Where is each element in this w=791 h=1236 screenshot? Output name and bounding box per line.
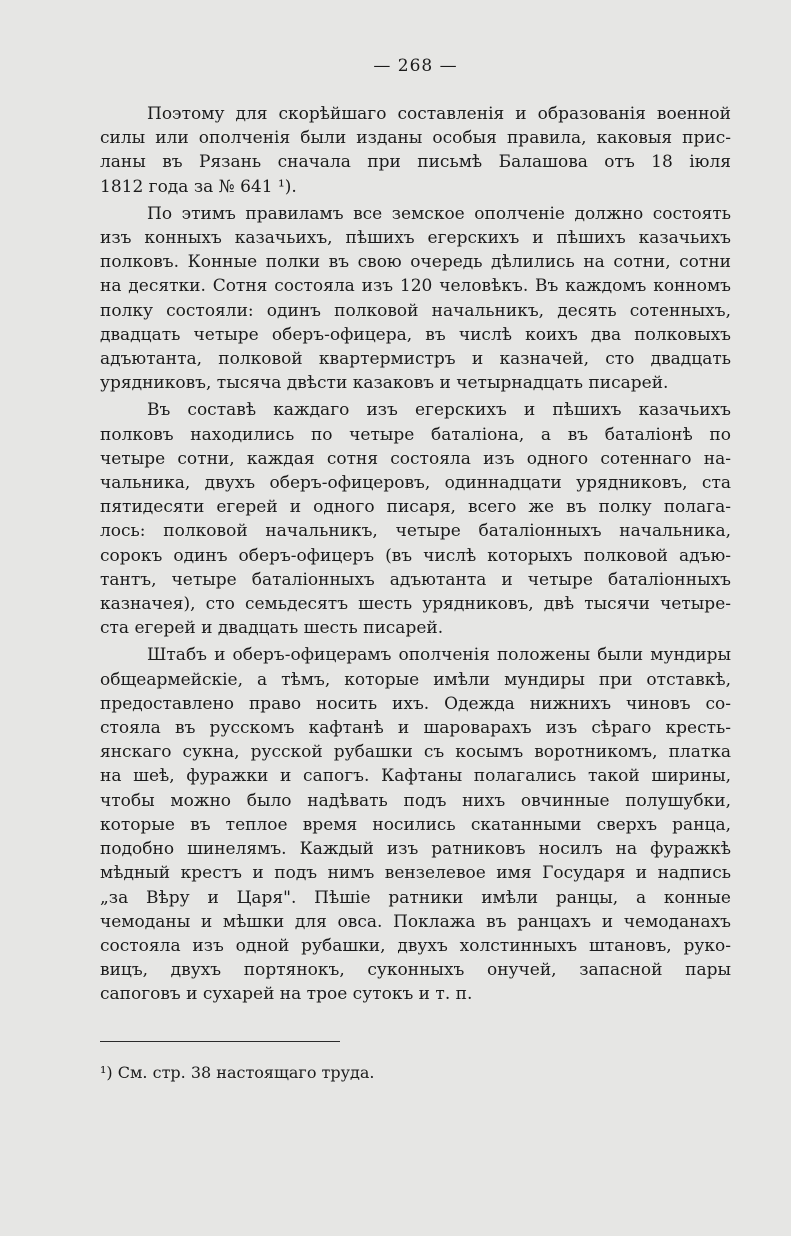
text-line: общеармейскіе, а тѣмъ, которые имѣли мундиры при отставкѣ, xyxy=(100,669,731,690)
text-line: чальника, двухъ оберъ-офицеровъ, одиннадцати урядниковъ, ста xyxy=(100,473,731,494)
paragraph xyxy=(100,398,731,640)
text-line: Поэтому для скорѣйшаго составленія и образованія военной xyxy=(147,104,731,124)
text-line: лось: полковой начальникъ, четыре баталіонныхъ начальника, xyxy=(100,521,731,542)
text-line: чтобы можно было надѣвать подъ нихъ овчинные полушубки, xyxy=(100,790,731,811)
text-line: янскаго сукна, русской рубашки съ косымъ воротникомъ, платка xyxy=(100,742,731,763)
text-line: сапоговъ и сухарей на трое сутокъ и т. п. xyxy=(100,984,473,1005)
paragraph xyxy=(100,202,731,396)
text-line: 1812 года за № 641 ¹). xyxy=(100,176,297,197)
text-line: четыре сотни, каждая сотня состояла изъ одного сотеннаго на- xyxy=(100,448,731,469)
text-line: „за Вѣру и Царя". Пѣшіе ратники имѣли ранцы, а конные xyxy=(100,887,731,908)
text-line: предоставлено право носить ихъ. Одежда нижнихъ чиновъ со- xyxy=(100,693,731,714)
text-line: чемоданы и мѣшки для овса. Поклажа въ ранцахъ и чемоданахъ xyxy=(100,911,731,932)
text-line: полковъ. Конные полки въ свою очередь дѣлились на сотни, сотни xyxy=(100,252,731,273)
text-line: тантъ, четыре баталіонныхъ адъютанта и четыре баталіонныхъ xyxy=(100,569,731,590)
text-line: полковъ находились по четыре баталіона, а въ баталіонѣ по xyxy=(100,424,731,445)
text-line: урядниковъ, тысяча двѣсти казаковъ и четырнадцать писарей. xyxy=(100,373,669,394)
text-line: полку состояли: одинъ полковой начальникъ, десять сотенныхъ, xyxy=(100,300,731,321)
text-line: сорокъ одинъ оберъ-офицеръ (въ числѣ которыхъ полковой адъю- xyxy=(100,545,731,566)
text-line: стояла въ русскомъ кафтанѣ и шароварахъ изъ сѣраго кресть- xyxy=(100,718,731,739)
body-text xyxy=(100,102,731,1007)
text-line: ста егерей и двадцать шесть писарей. xyxy=(100,618,444,639)
text-line: казначея), сто семьдесятъ шесть урядниковъ, двѣ тысячи четыре- xyxy=(100,594,731,615)
text-line: которые въ теплое время носились скатанными сверхъ ранца, xyxy=(100,814,731,835)
text-line: подобно шинелямъ. Каждый изъ ратниковъ носилъ на фуражкѣ xyxy=(100,839,731,860)
text-line: По этимъ правиламъ все земское ополченіе должно состоять xyxy=(147,203,731,224)
text-line: Въ составѣ каждаго изъ егерскихъ и пѣшихъ казачьихъ xyxy=(147,400,731,421)
text-line: двадцать четыре оберъ-офицера, въ числѣ коихъ два полковыхъ xyxy=(100,324,731,345)
text-line: мѣдный крестъ и подъ нимъ вензелевое имя Государя и надпись xyxy=(100,863,731,884)
text-line: вицъ, двухъ портянокъ, суконныхъ онучей, запасной пары xyxy=(100,960,731,981)
footnote-divider xyxy=(100,1041,340,1042)
text-line: состояла изъ одной рубашки, двухъ холстинныхъ штановъ, руко- xyxy=(100,935,731,956)
paragraph xyxy=(100,643,731,1006)
text-line: силы или ополченія были изданы особыя правила, каковыя прис- xyxy=(100,128,731,149)
text-line: ланы въ Рязань сначала при письмѣ Балашова отъ 18 іюля xyxy=(100,152,731,173)
text-line: изъ конныхъ казачьихъ, пѣшихъ егерскихъ и пѣшихъ казачьихъ xyxy=(100,228,731,249)
footnote: ¹) См. стр. 38 настоящаго труда. xyxy=(100,1062,375,1082)
text-line: адъютанта, полковой квартермистръ и казначей, сто двадцать xyxy=(100,349,731,370)
text-line: на десятки. Сотня состояла изъ 120 человѣкъ. Въ каждомъ конномъ xyxy=(100,276,731,297)
paragraph xyxy=(100,102,731,199)
text-line: на шеѣ, фуражки и сапогъ. Кафтаны полагались такой ширины, xyxy=(100,766,731,787)
text-line: пятидесяти егерей и одного писаря, всего же въ полку полага- xyxy=(100,497,731,518)
text-line: Штабъ и оберъ-офицерамъ ополченія положены были мундиры xyxy=(147,645,731,666)
page-number: — 268 — xyxy=(373,56,458,76)
